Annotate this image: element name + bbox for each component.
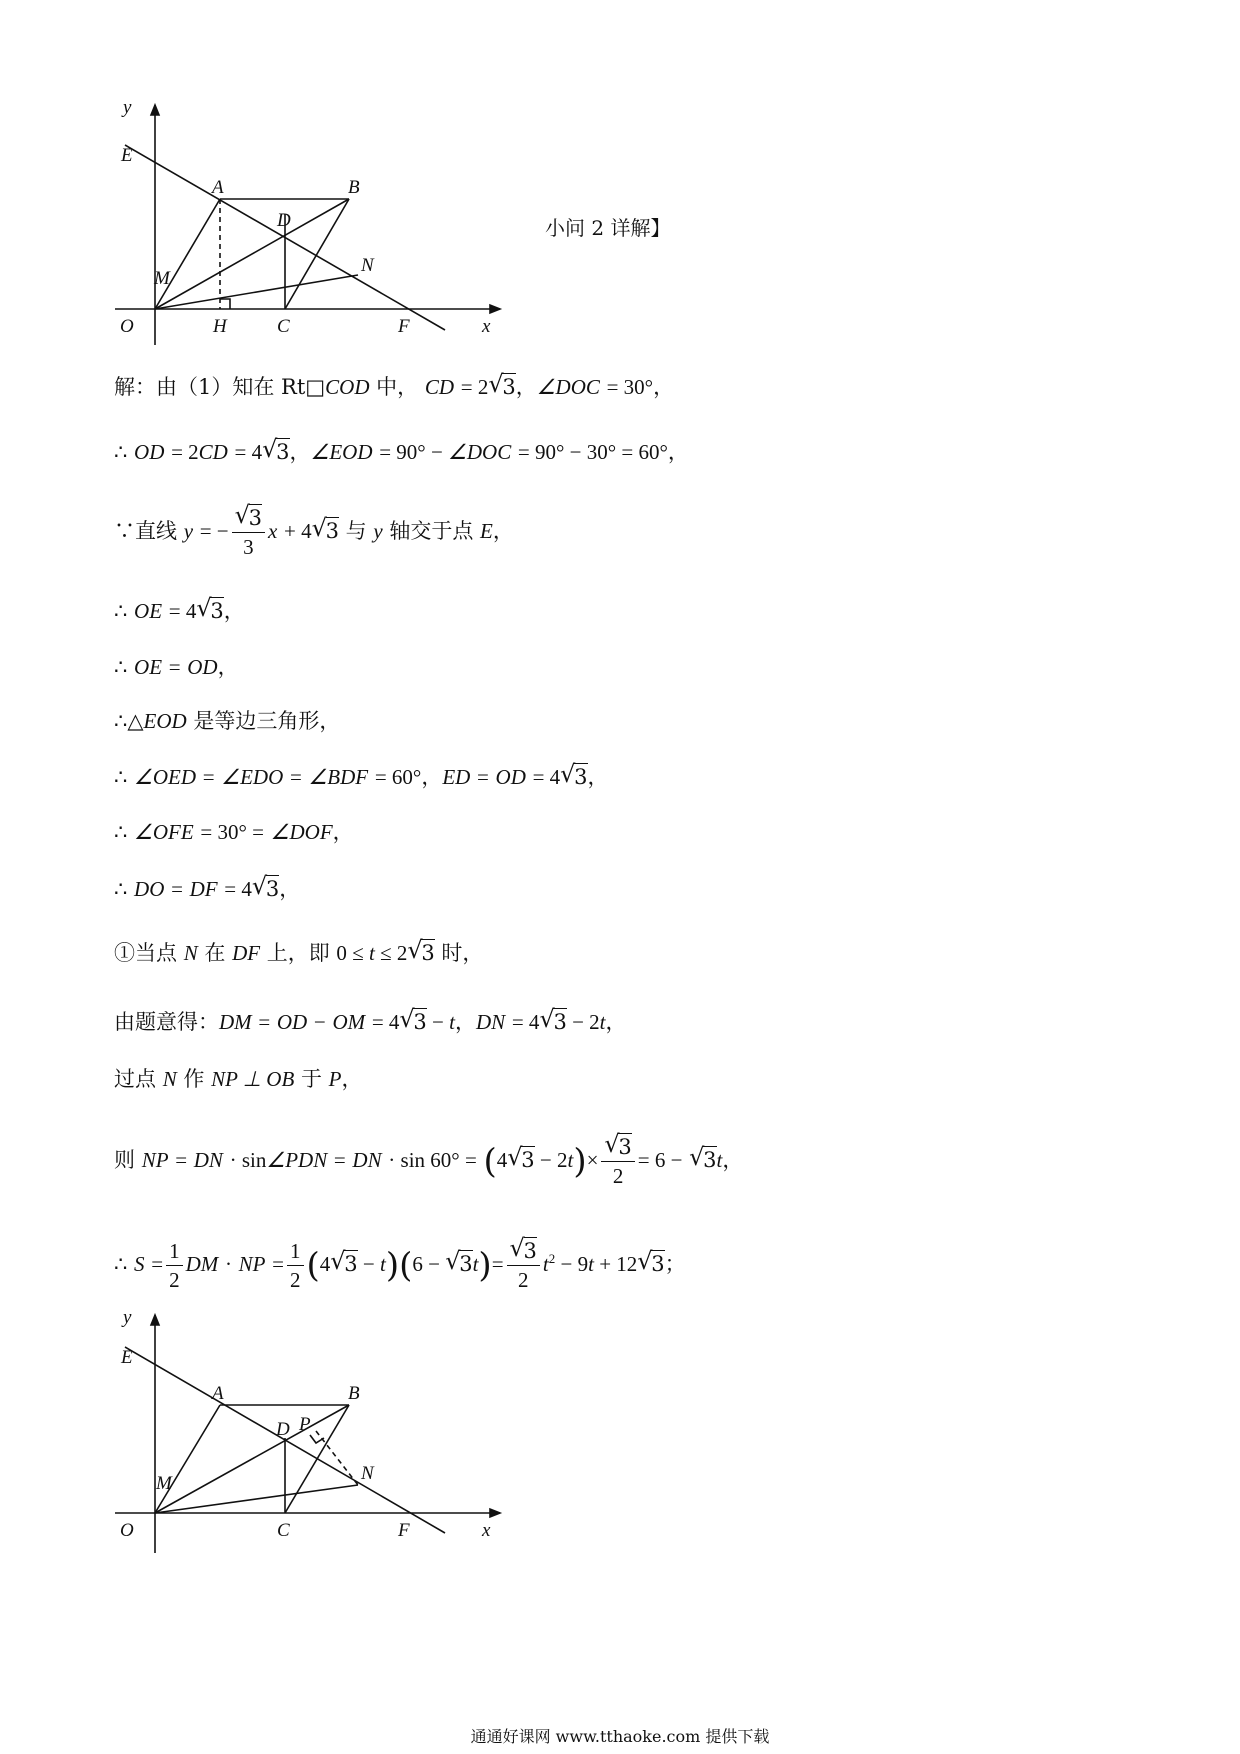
solution-line-11: 由题意得：DM = OD − OM = 4√ 3 − t，DN = 4√ 3 − 2t， [114,1007,627,1037]
solution-line-3: ∵直线 y = − √ $\frac{3}{3}$ x + 4√ 3 与 y 轴交于点 E， [114,504,514,561]
figure-2 [100,1305,520,1555]
label-D: D [277,210,291,231]
label-A: A [212,177,224,198]
y-axis-label: y [123,1307,132,1328]
solution-line-4: ∴ OE = 4√ 3， [114,596,245,626]
solution-line-2: ∴ OD = 2CD = 4√ 3，∠EOD = 90° − ∠DOC = 90° − 30° = 60°， [114,437,689,467]
solution-line-5: ∴ OE = OD， [114,655,239,679]
label-M: M [156,1473,172,1494]
label-B: B [348,177,360,198]
y-axis-label: y [123,97,132,118]
page-footer: 通通好课网 www.tthaoke.com 提供下载 [470,1727,770,1746]
label-E: E [121,145,133,166]
solution-line-13: 则 NP = DN · sin∠PDN = DN · sin 60° = (4√ 3 − 2t)× √ $\frac{3}{2}$ = 6 − √ 3t， [114,1133,743,1190]
label-F: F [398,316,410,337]
solution-line-10: ①当点 N 在 DF 上，即 0 ≤ t ≤ 2√ 3 时， [114,938,483,968]
label-N: N [361,1463,374,1484]
label-C: C [277,316,290,337]
label-O: O [120,1520,134,1541]
label-C: C [277,1520,290,1541]
label-E: E [121,1347,133,1368]
label-H: H [213,316,227,337]
label-O: O [120,316,134,337]
figure-1 [100,95,520,345]
solution-line-9: ∴ DO = DF = 4√ 3， [114,874,300,904]
solution-line-8: ∴ ∠OFE = 30° = ∠DOF， [114,820,354,844]
solution-line-6: ∴△EOD 是等边三角形， [114,709,341,733]
solution-line-14: ∴ S = $\frac{1}{2}$ DM · NP = $\frac{1}{2}$ (4√ 3 − t)(6 − √ 3t)= √ $\frac{3}{2}$ $t^2 - 9t + 12√$ 3； [114,1237,686,1294]
label-P: P [299,1414,311,1435]
solution-line-1: 解：由（1）知在 Rt□COD 中， CD = 2√ 3，∠DOC = 30°， [114,372,674,402]
label-F: F [398,1520,410,1541]
label-D: D [276,1419,290,1440]
label-N: N [361,255,374,276]
label-B: B [348,1383,360,1404]
label-A: A [212,1383,224,1404]
label-M: M [154,268,170,289]
solution-line-12: 过点 N 作 NP ⊥ OB 于 P， [114,1067,363,1091]
x-axis-label: x [482,1520,491,1541]
solution-line-7: ∴ ∠OED = ∠EDO = ∠BDF = 60°，ED = OD = 4√ 3， [114,762,609,792]
section-caption: 小问 2 详解】 [545,216,671,240]
x-axis-label: x [482,316,491,337]
